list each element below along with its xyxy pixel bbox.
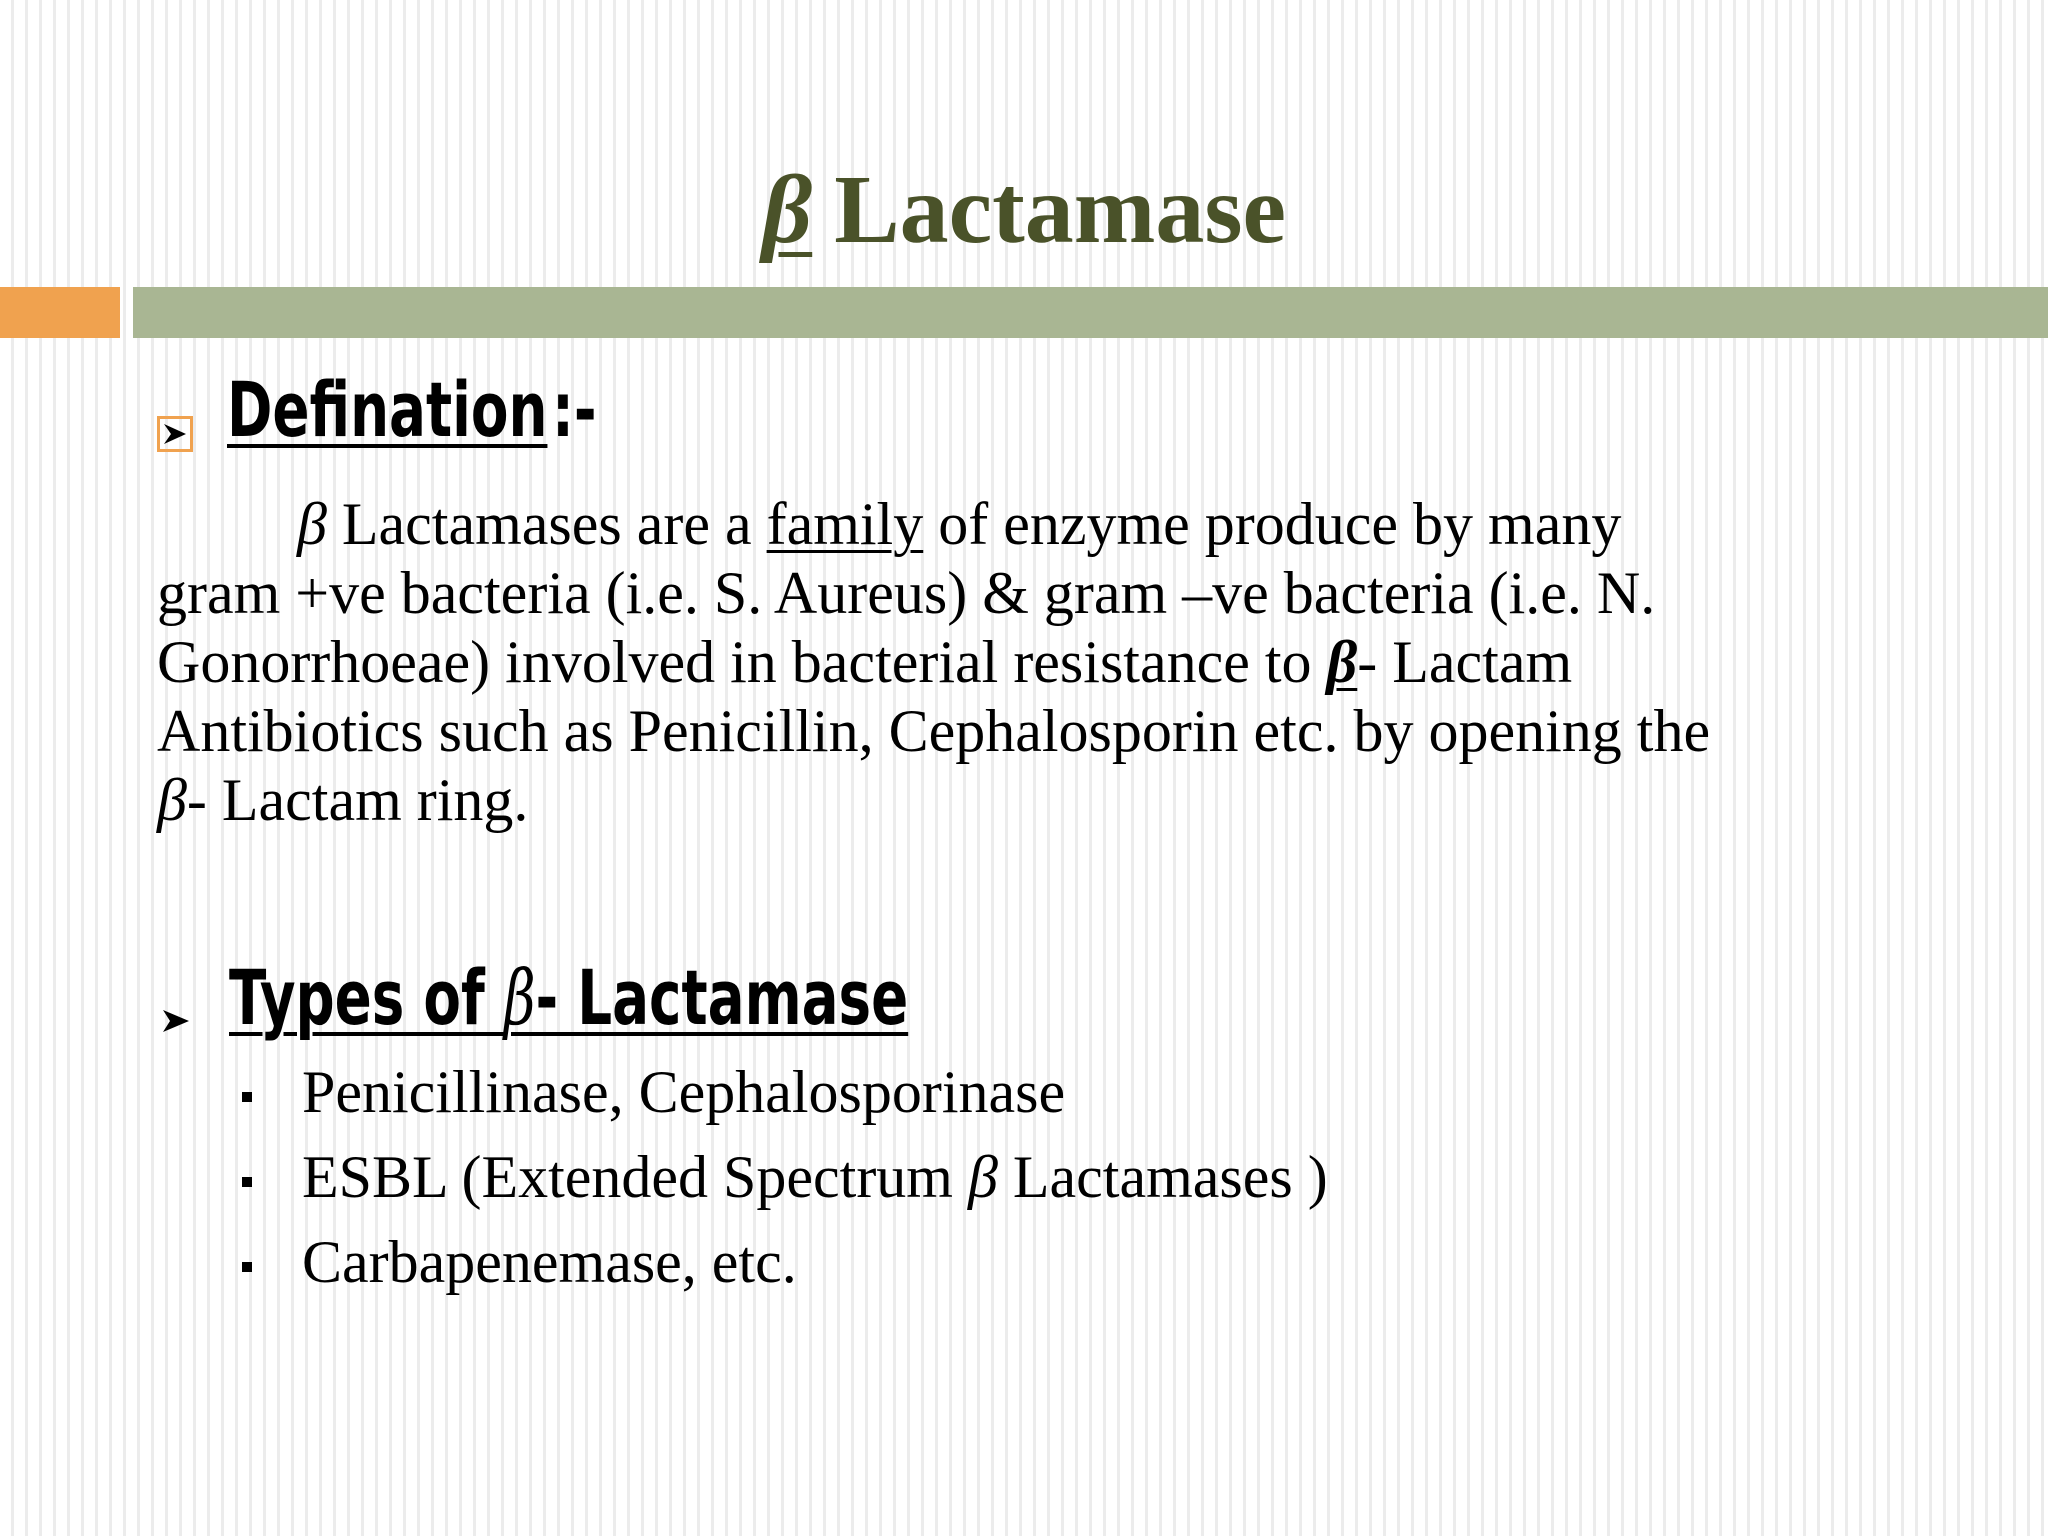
beta-symbol: β: [297, 491, 327, 557]
paragraph-text: Lactamases are a: [326, 491, 767, 557]
paragraph-line: [157, 490, 2017, 559]
paragraph-line: [157, 628, 2017, 697]
types-heading-text: [229, 950, 908, 1046]
paragraph-text: of enzyme produce by many: [923, 491, 1622, 557]
types-heading-part: - Lactamase: [535, 953, 909, 1042]
paragraph-text: Gonorrhoeae) involved in bacterial resistance to: [157, 629, 1327, 695]
orange-accent-bar: [0, 287, 120, 338]
list-item-text: Lactamases ): [997, 1144, 1328, 1210]
paragraph-line: [157, 766, 2017, 835]
list-item-text: Penicillinase, Cephalosporinase: [302, 1059, 1066, 1125]
definition-heading-suffix: :-: [552, 365, 597, 454]
beta-symbol-bold: β: [1326, 629, 1358, 695]
square-bullet-icon: [242, 1262, 252, 1272]
list-item-text: Carbapenemase, etc.: [302, 1229, 797, 1295]
paragraph-line: gram +ve bacteria (i.e. S. Aureus) & gram –ve bacteria (i.e. N.: [157, 560, 1656, 626]
definition-paragraph: [157, 490, 2017, 835]
types-list: [240, 1050, 1328, 1305]
list-item-text: ESBL (Extended Spectrum: [302, 1144, 968, 1210]
list-item: [240, 1050, 1328, 1135]
arrow-bullet-icon: [157, 416, 193, 452]
arrow-bullet-icon: [157, 1002, 195, 1040]
paragraph-line: Antibiotics such as Penicillin, Cephalosporin etc. by opening the: [157, 698, 1711, 764]
square-bullet-icon: [242, 1092, 252, 1102]
paragraph-text: - Lactam ring.: [186, 767, 529, 833]
square-bullet-icon: [242, 1177, 252, 1187]
list-item: [240, 1220, 1328, 1305]
slide-title: [0, 150, 2048, 270]
paragraph-text: - Lactam: [1357, 629, 1573, 695]
beta-symbol: β: [503, 953, 536, 1042]
list-item: [240, 1135, 1328, 1220]
beta-symbol: β: [967, 1144, 998, 1210]
definition-heading-text: Defination: [227, 365, 548, 454]
title-beta-symbol: β: [762, 156, 813, 264]
green-title-bar: [133, 287, 2048, 338]
types-heading-part: Types of: [229, 953, 504, 1042]
types-heading: [157, 950, 1172, 1046]
definition-heading: [157, 362, 614, 458]
underlined-word-family: family: [766, 491, 924, 557]
title-text: Lactamase: [834, 156, 1286, 264]
beta-symbol: β: [157, 767, 187, 833]
